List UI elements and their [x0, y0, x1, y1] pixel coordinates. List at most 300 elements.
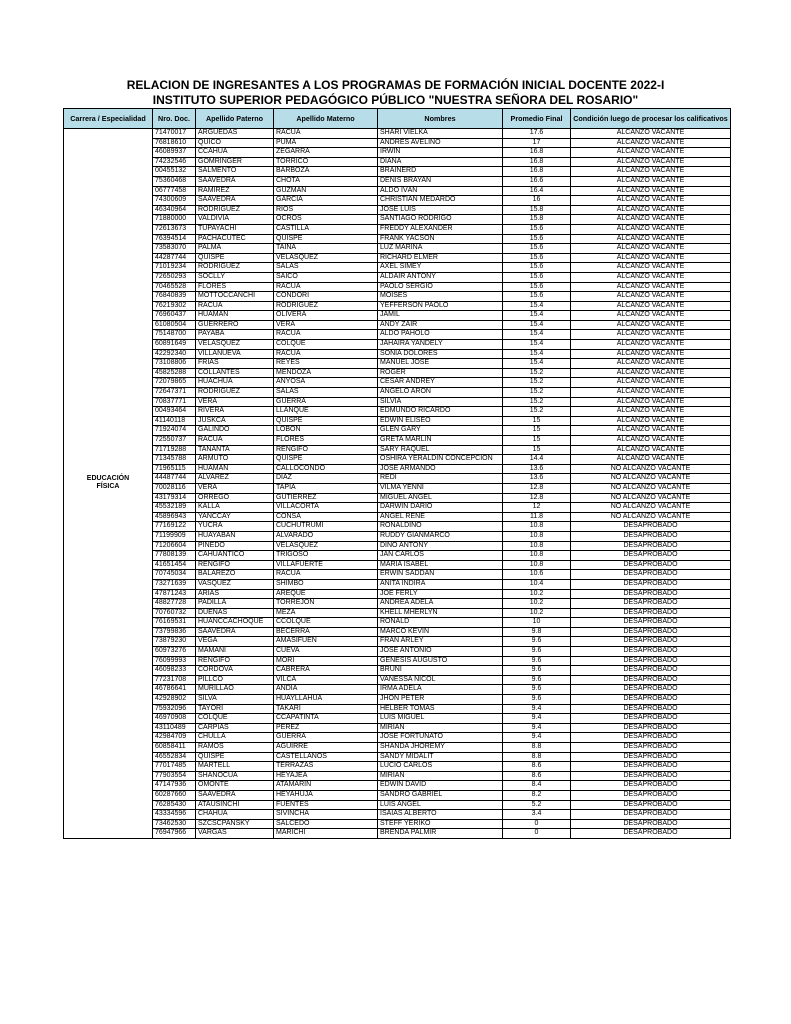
- apellido-paterno-cell: CARPIAS: [196, 723, 274, 733]
- nombres-cell: FRAN ARLEY: [378, 637, 503, 647]
- apellido-materno-cell: VILLACORTA: [274, 503, 378, 513]
- apellido-paterno-cell: DUEÑAS: [196, 608, 274, 618]
- promedio-final-cell: 8.8: [503, 743, 571, 753]
- table-row: [64, 205, 731, 215]
- apellido-paterno-cell: HUANCCACHOQUE: [196, 618, 274, 628]
- apellido-paterno-cell: PAYABA: [196, 330, 274, 340]
- nombres-cell: ERWIN SADDAN: [378, 570, 503, 580]
- nombres-cell: VILMA YENNI: [378, 483, 503, 493]
- table-row: [64, 445, 731, 455]
- nombres-cell: GRETA MARLIN: [378, 436, 503, 446]
- promedio-final-cell: 16.6: [503, 176, 571, 186]
- promedio-final-cell: 10.2: [503, 589, 571, 599]
- promedio-final-cell: 16.8: [503, 157, 571, 167]
- table-row: [64, 397, 731, 407]
- promedio-final-cell: 10.8: [503, 560, 571, 570]
- promedio-final-cell: 17.6: [503, 129, 571, 139]
- promedio-final-cell: 15.6: [503, 253, 571, 263]
- nombres-cell: LUIS ANGEL: [378, 800, 503, 810]
- promedio-final-cell: 9.6: [503, 685, 571, 695]
- apellido-paterno-cell: ARIAS: [196, 589, 274, 599]
- doc-number-cell: 45532189: [153, 503, 196, 513]
- doc-number-cell: 42292340: [153, 349, 196, 359]
- apellido-paterno-cell: RODRÍGUEZ: [196, 388, 274, 398]
- table-row: [64, 695, 731, 705]
- doc-number-cell: 71470017: [153, 129, 196, 139]
- table-row: [64, 819, 731, 829]
- apellido-materno-cell: CCOLQUE: [274, 618, 378, 628]
- nombres-cell: BRUNI: [378, 666, 503, 676]
- doc-number-cell: 76947966: [153, 829, 196, 839]
- table-row: [64, 186, 731, 196]
- doc-number-cell: 77231708: [153, 675, 196, 685]
- condicion-cell: DESAPROBADO: [571, 608, 731, 618]
- table-row: [64, 330, 731, 340]
- doc-number-cell: 44487744: [153, 474, 196, 484]
- doc-number-cell: 75932096: [153, 704, 196, 714]
- doc-number-cell: 74232546: [153, 157, 196, 167]
- condicion-cell: DESAPROBADO: [571, 771, 731, 781]
- apellido-materno-cell: OLIVERA: [274, 311, 378, 321]
- condicion-cell: DESAPROBADO: [571, 541, 731, 551]
- doc-number-cell: 60891649: [153, 340, 196, 350]
- promedio-final-cell: 11.8: [503, 512, 571, 522]
- apellido-materno-cell: SALCEDO: [274, 819, 378, 829]
- promedio-final-cell: 3.4: [503, 810, 571, 820]
- doc-number-cell: 70028116: [153, 483, 196, 493]
- promedio-final-cell: 10.4: [503, 579, 571, 589]
- apellido-materno-cell: TORREJÓN: [274, 599, 378, 609]
- promedio-final-cell: 15.6: [503, 263, 571, 273]
- promedio-final-cell: 15.2: [503, 388, 571, 398]
- apellido-materno-cell: TERRAZAS: [274, 762, 378, 772]
- promedio-final-cell: 15.6: [503, 292, 571, 302]
- promedio-final-cell: 17: [503, 138, 571, 148]
- apellido-materno-cell: VILLAFUERTE: [274, 560, 378, 570]
- apellido-materno-cell: FLORES: [274, 436, 378, 446]
- apellido-materno-cell: TORRICO: [274, 157, 378, 167]
- apellido-materno-cell: ATAMARIN: [274, 781, 378, 791]
- nombres-cell: SANDRO GABRIEL: [378, 790, 503, 800]
- table-row: [64, 483, 731, 493]
- doc-number-cell: 00493464: [153, 407, 196, 417]
- apellido-materno-cell: SALAS: [274, 263, 378, 273]
- apellido-paterno-cell: ORREGO: [196, 493, 274, 503]
- apellido-paterno-cell: KALLA: [196, 503, 274, 513]
- table-row: [64, 647, 731, 657]
- table-row: [64, 282, 731, 292]
- doc-number-cell: 46970908: [153, 714, 196, 724]
- apellido-materno-cell: COLQUE: [274, 340, 378, 350]
- condicion-cell: DESAPROBADO: [571, 829, 731, 839]
- doc-number-cell: 71924074: [153, 426, 196, 436]
- condicion-cell: ALCANZÓ VACANTE: [571, 215, 731, 225]
- promedio-final-cell: 15.2: [503, 368, 571, 378]
- doc-number-cell: 60287660: [153, 790, 196, 800]
- doc-number-cell: 72647371: [153, 388, 196, 398]
- table-row: [64, 790, 731, 800]
- nombres-cell: MIRIAN: [378, 771, 503, 781]
- apellido-paterno-cell: SAAVEDRA: [196, 627, 274, 637]
- apellido-paterno-cell: CCAHUA: [196, 148, 274, 158]
- table-row: [64, 129, 731, 139]
- apellido-paterno-cell: BALAREZO: [196, 570, 274, 580]
- column-header-doc: Nro. Doc.: [153, 109, 196, 129]
- table-row: [64, 752, 731, 762]
- table-row: [64, 455, 731, 465]
- promedio-final-cell: 15.4: [503, 359, 571, 369]
- apellido-paterno-cell: TAYORI: [196, 704, 274, 714]
- career-label-line1: EDUCACIÓN: [86, 474, 130, 482]
- condicion-cell: DESAPROBADO: [571, 551, 731, 561]
- doc-number-cell: 70837771: [153, 397, 196, 407]
- promedio-final-cell: 14.4: [503, 455, 571, 465]
- promedio-final-cell: 9.4: [503, 723, 571, 733]
- apellido-materno-cell: ALVARADO: [274, 531, 378, 541]
- apellido-materno-cell: GARCIA: [274, 196, 378, 206]
- apellido-paterno-cell: JUSKCA: [196, 416, 274, 426]
- condicion-cell: DESAPROBADO: [571, 666, 731, 676]
- table-row: [64, 570, 731, 580]
- apellido-paterno-cell: HUACHUA: [196, 378, 274, 388]
- promedio-final-cell: 10: [503, 618, 571, 628]
- condicion-cell: DESAPROBADO: [571, 781, 731, 791]
- promedio-final-cell: 8.6: [503, 771, 571, 781]
- apellido-materno-cell: TAPIA: [274, 483, 378, 493]
- apellido-materno-cell: AREQUE: [274, 589, 378, 599]
- apellido-paterno-cell: RAMIREZ: [196, 186, 274, 196]
- apellido-paterno-cell: MARTELL: [196, 762, 274, 772]
- apellido-materno-cell: PUMA: [274, 138, 378, 148]
- nombres-cell: IRMA ADELA: [378, 685, 503, 695]
- table-row: [64, 551, 731, 561]
- condicion-cell: DESAPROBADO: [571, 752, 731, 762]
- promedio-final-cell: 16.8: [503, 167, 571, 177]
- condicion-cell: DESAPROBADO: [571, 685, 731, 695]
- column-header-paterno: Apellido Paterno: [196, 109, 274, 129]
- apellido-materno-cell: PEREZ: [274, 723, 378, 733]
- table-row: [64, 244, 731, 254]
- doc-number-cell: 46786641: [153, 685, 196, 695]
- condicion-cell: NO ALCANZÓ VACANTE: [571, 512, 731, 522]
- doc-number-cell: 71199909: [153, 531, 196, 541]
- condicion-cell: DESAPROBADO: [571, 522, 731, 532]
- doc-number-cell: 47871243: [153, 589, 196, 599]
- doc-number-cell: 46552834: [153, 752, 196, 762]
- table-row: [64, 704, 731, 714]
- condicion-cell: DESAPROBADO: [571, 790, 731, 800]
- nombres-cell: ANGELO ARON: [378, 388, 503, 398]
- doc-number-cell: 77808139: [153, 551, 196, 561]
- condicion-cell: ALCANZÓ VACANTE: [571, 340, 731, 350]
- results-table: [63, 108, 731, 839]
- career-cell: [64, 129, 153, 839]
- table-row: [64, 157, 731, 167]
- nombres-cell: SANTIAGO RODRIGO: [378, 215, 503, 225]
- nombres-cell: JOSE ARMANDO: [378, 464, 503, 474]
- apellido-materno-cell: GUERRA: [274, 733, 378, 743]
- nombres-cell: MARCO KEVIN: [378, 627, 503, 637]
- career-label-line2: FÍSICA: [96, 483, 120, 491]
- apellido-materno-cell: MORI: [274, 656, 378, 666]
- promedio-final-cell: 10.8: [503, 531, 571, 541]
- doc-number-cell: 76394514: [153, 234, 196, 244]
- table-row: [64, 253, 731, 263]
- promedio-final-cell: 15.6: [503, 224, 571, 234]
- table-row: [64, 541, 731, 551]
- apellido-materno-cell: HUAYLLAHUA: [274, 695, 378, 705]
- table-row: [64, 436, 731, 446]
- doc-number-cell: 42984709: [153, 733, 196, 743]
- table-row: [64, 407, 731, 417]
- apellido-materno-cell: QUISPE: [274, 455, 378, 465]
- apellido-materno-cell: CONDORI: [274, 292, 378, 302]
- condicion-cell: NO ALCANZÓ VACANTE: [571, 464, 731, 474]
- apellido-paterno-cell: SHANOCUA: [196, 771, 274, 781]
- promedio-final-cell: 16.8: [503, 148, 571, 158]
- promedio-final-cell: 9.6: [503, 675, 571, 685]
- promedio-final-cell: 13.6: [503, 474, 571, 484]
- promedio-final-cell: 15.4: [503, 301, 571, 311]
- doc-number-cell: 76818610: [153, 138, 196, 148]
- promedio-final-cell: 15.8: [503, 205, 571, 215]
- condicion-cell: DESAPROBADO: [571, 579, 731, 589]
- promedio-final-cell: 15.4: [503, 330, 571, 340]
- doc-number-cell: 76169531: [153, 618, 196, 628]
- apellido-paterno-cell: RIVERA: [196, 407, 274, 417]
- table-row: [64, 589, 731, 599]
- document-title: RELACION DE INGRESANTES A LOS PROGRAMAS DE FORMACIÓN INICIAL DOCENTE 2022-I: [126, 78, 665, 92]
- condicion-cell: DESAPROBADO: [571, 743, 731, 753]
- table-row: [64, 503, 731, 513]
- table-row: [64, 531, 731, 541]
- doc-number-cell: 46098233: [153, 666, 196, 676]
- apellido-paterno-cell: ARMUTO: [196, 455, 274, 465]
- apellido-paterno-cell: MOTTOCCANCHI: [196, 292, 274, 302]
- apellido-paterno-cell: SALMENTO: [196, 167, 274, 177]
- condicion-cell: ALCANZÓ VACANTE: [571, 186, 731, 196]
- nombres-cell: JOSE LUIS: [378, 205, 503, 215]
- condicion-cell: ALCANZÓ VACANTE: [571, 292, 731, 302]
- table-row: [64, 215, 731, 225]
- doc-number-cell: 71965115: [153, 464, 196, 474]
- promedio-final-cell: 8.4: [503, 781, 571, 791]
- table-row: [64, 685, 731, 695]
- apellido-materno-cell: CASTELLANOS: [274, 752, 378, 762]
- doc-number-cell: 77017485: [153, 762, 196, 772]
- condicion-cell: ALCANZÓ VACANTE: [571, 378, 731, 388]
- condicion-cell: DESAPROBADO: [571, 733, 731, 743]
- nombres-cell: MANUEL JOSÉ: [378, 359, 503, 369]
- nombres-cell: JAMIL: [378, 311, 503, 321]
- doc-number-cell: 46340964: [153, 205, 196, 215]
- nombres-cell: YEFFERSON PAOLO: [378, 301, 503, 311]
- condicion-cell: ALCANZÓ VACANTE: [571, 388, 731, 398]
- apellido-materno-cell: BECERRA: [274, 627, 378, 637]
- condicion-cell: ALCANZÓ VACANTE: [571, 320, 731, 330]
- nombres-cell: JAN CARLOS: [378, 551, 503, 561]
- condicion-cell: ALCANZÓ VACANTE: [571, 167, 731, 177]
- apellido-paterno-cell: GOMRINGER: [196, 157, 274, 167]
- apellido-paterno-cell: CHAHUA: [196, 810, 274, 820]
- apellido-paterno-cell: YUCRA: [196, 522, 274, 532]
- table-row: [64, 810, 731, 820]
- promedio-final-cell: 0: [503, 829, 571, 839]
- apellido-materno-cell: CABRERA: [274, 666, 378, 676]
- condicion-cell: NO ALCANZÓ VACANTE: [571, 493, 731, 503]
- condicion-cell: DESAPROBADO: [571, 570, 731, 580]
- apellido-paterno-cell: FRIAS: [196, 359, 274, 369]
- apellido-materno-cell: SIVINCHA: [274, 810, 378, 820]
- condicion-cell: ALCANZÓ VACANTE: [571, 416, 731, 426]
- condicion-cell: ALCANZÓ VACANTE: [571, 263, 731, 273]
- promedio-final-cell: 15: [503, 445, 571, 455]
- apellido-materno-cell: SALAS: [274, 388, 378, 398]
- nombres-cell: SARY RAQUEL: [378, 445, 503, 455]
- column-header-career: Carrera / Especialidad: [64, 109, 153, 129]
- nombres-cell: ANDY ZAIR: [378, 320, 503, 330]
- promedio-final-cell: 10.6: [503, 570, 571, 580]
- apellido-paterno-cell: TUPAYACHI: [196, 224, 274, 234]
- table-row: [64, 579, 731, 589]
- nombres-cell: SHANDA JHOREMY: [378, 743, 503, 753]
- promedio-final-cell: 15.8: [503, 215, 571, 225]
- condicion-cell: ALCANZÓ VACANTE: [571, 397, 731, 407]
- doc-number-cell: 71345788: [153, 455, 196, 465]
- condicion-cell: ALCANZÓ VACANTE: [571, 196, 731, 206]
- table-row: [64, 176, 731, 186]
- table-row: [64, 311, 731, 321]
- apellido-materno-cell: VILCA: [274, 675, 378, 685]
- apellido-materno-cell: RODRÍGUEZ: [274, 301, 378, 311]
- condicion-cell: NO ALCANZÓ VACANTE: [571, 503, 731, 513]
- condicion-cell: ALCANZÓ VACANTE: [571, 301, 731, 311]
- doc-number-cell: 72613673: [153, 224, 196, 234]
- doc-number-cell: 43179314: [153, 493, 196, 503]
- condicion-cell: ALCANZÓ VACANTE: [571, 359, 731, 369]
- column-header-status: Condición luego de procesar los calificativos: [571, 109, 731, 129]
- promedio-final-cell: 9.6: [503, 637, 571, 647]
- apellido-materno-cell: ANDÍA: [274, 685, 378, 695]
- table-header-row: [64, 109, 731, 129]
- nombres-cell: IRWIN: [378, 148, 503, 158]
- apellido-materno-cell: RACUA: [274, 570, 378, 580]
- doc-number-cell: 71206604: [153, 541, 196, 551]
- apellido-paterno-cell: SAAVEDRA: [196, 196, 274, 206]
- apellido-paterno-cell: OMONTE: [196, 781, 274, 791]
- nombres-cell: ROGER: [378, 368, 503, 378]
- apellido-paterno-cell: RACUA: [196, 436, 274, 446]
- promedio-final-cell: 9.4: [503, 714, 571, 724]
- promedio-final-cell: 15.2: [503, 378, 571, 388]
- table-row: [64, 378, 731, 388]
- promedio-final-cell: 15.4: [503, 311, 571, 321]
- promedio-final-cell: 9.6: [503, 695, 571, 705]
- doc-number-cell: 73799836: [153, 627, 196, 637]
- apellido-paterno-cell: SILVA: [196, 695, 274, 705]
- apellido-paterno-cell: SAAVEDRA: [196, 790, 274, 800]
- condicion-cell: ALCANZÓ VACANTE: [571, 138, 731, 148]
- nombres-cell: SANDY MIDALIT: [378, 752, 503, 762]
- apellido-paterno-cell: RACUA: [196, 301, 274, 311]
- condicion-cell: DESAPROBADO: [571, 656, 731, 666]
- nombres-cell: VANESSA NICOL: [378, 675, 503, 685]
- apellido-paterno-cell: VELASQUEZ: [196, 340, 274, 350]
- nombres-cell: DINO ANTONY: [378, 541, 503, 551]
- promedio-final-cell: 5.2: [503, 800, 571, 810]
- apellido-materno-cell: RACUA: [274, 349, 378, 359]
- condicion-cell: ALCANZÓ VACANTE: [571, 436, 731, 446]
- condicion-cell: ALCANZÓ VACANTE: [571, 426, 731, 436]
- promedio-final-cell: 9.4: [503, 733, 571, 743]
- promedio-final-cell: 15: [503, 416, 571, 426]
- table-row: [64, 743, 731, 753]
- apellido-paterno-cell: HUAMAN: [196, 464, 274, 474]
- apellido-paterno-cell: VILLANUEVA: [196, 349, 274, 359]
- table-row: [64, 340, 731, 350]
- apellido-paterno-cell: GALINDO: [196, 426, 274, 436]
- condicion-cell: DESAPROBADO: [571, 695, 731, 705]
- condicion-cell: ALCANZÓ VACANTE: [571, 234, 731, 244]
- doc-number-cell: 00455132: [153, 167, 196, 177]
- doc-number-cell: 43334596: [153, 810, 196, 820]
- nombres-cell: DENIS BRAYAN: [378, 176, 503, 186]
- nombres-cell: HELBER TOMAS: [378, 704, 503, 714]
- table-row: [64, 675, 731, 685]
- apellido-materno-cell: AMASIFUEN: [274, 637, 378, 647]
- table-row: [64, 608, 731, 618]
- doc-number-cell: 47147936: [153, 781, 196, 791]
- doc-number-cell: 72079865: [153, 378, 196, 388]
- doc-number-cell: 73583070: [153, 244, 196, 254]
- apellido-materno-cell: CONSA: [274, 512, 378, 522]
- nombres-cell: JOSÉ FORTUNATO: [378, 733, 503, 743]
- nombres-cell: ALDO PAHOLO: [378, 330, 503, 340]
- condicion-cell: ALCANZÓ VACANTE: [571, 129, 731, 139]
- nombres-cell: GLEN GARY: [378, 426, 503, 436]
- nombres-cell: ANGEL RENE: [378, 512, 503, 522]
- promedio-final-cell: 12: [503, 503, 571, 513]
- condicion-cell: DESAPROBADO: [571, 810, 731, 820]
- promedio-final-cell: 12.8: [503, 483, 571, 493]
- apellido-materno-cell: RIOS: [274, 205, 378, 215]
- apellido-materno-cell: RACUA: [274, 282, 378, 292]
- apellido-paterno-cell: QUICO: [196, 138, 274, 148]
- condicion-cell: DESAPROBADO: [571, 714, 731, 724]
- condicion-cell: DESAPROBADO: [571, 637, 731, 647]
- nombres-cell: JOE FERLY: [378, 589, 503, 599]
- nombres-cell: RONALDIÑO: [378, 522, 503, 532]
- condicion-cell: ALCANZÓ VACANTE: [571, 407, 731, 417]
- table-row: [64, 138, 731, 148]
- condicion-cell: DESAPROBADO: [571, 618, 731, 628]
- apellido-materno-cell: ZEGARRA: [274, 148, 378, 158]
- condicion-cell: DESAPROBADO: [571, 627, 731, 637]
- promedio-final-cell: 15: [503, 436, 571, 446]
- doc-number-cell: 75360468: [153, 176, 196, 186]
- table-row: [64, 512, 731, 522]
- apellido-materno-cell: QUISPE: [274, 416, 378, 426]
- apellido-paterno-cell: VALDIVIA: [196, 215, 274, 225]
- apellido-materno-cell: HEYAJEA: [274, 771, 378, 781]
- doc-number-cell: 42928902: [153, 695, 196, 705]
- nombres-cell: ALDO IVÁN: [378, 186, 503, 196]
- doc-number-cell: 70760732: [153, 608, 196, 618]
- condicion-cell: DESAPROBADO: [571, 589, 731, 599]
- doc-number-cell: 71880000: [153, 215, 196, 225]
- condicion-cell: ALCANZÓ VACANTE: [571, 368, 731, 378]
- apellido-paterno-cell: YANCCAY: [196, 512, 274, 522]
